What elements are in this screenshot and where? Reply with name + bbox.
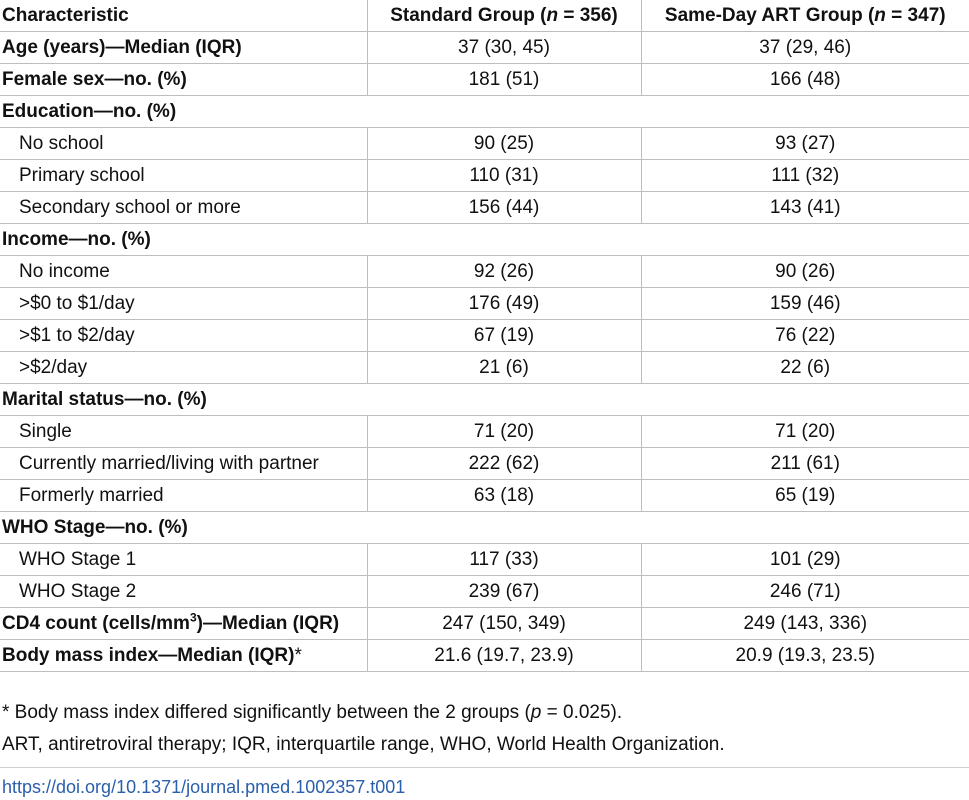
cell-standard: 117 (33) [367,544,641,576]
cell-standard: 181 (51) [367,64,641,96]
row-label-bmi: Body mass index—Median (IQR)* [0,640,367,672]
cell-standard: 239 (67) [367,576,641,608]
cell-standard: 156 (44) [367,192,641,224]
row-label-no-school: No school [0,128,367,160]
cell-sameday: 37 (29, 46) [641,32,969,64]
table-header-row [0,0,969,32]
footnote-marker: * [294,644,302,666]
row-label-income-1-2: >$1 to $2/day [0,320,367,352]
cell-standard: 222 (62) [367,448,641,480]
cell-standard: 37 (30, 45) [367,32,641,64]
table-row [0,352,969,384]
table-row [0,448,969,480]
cell-sameday: 93 (27) [641,128,969,160]
table-row [0,320,969,352]
cell-sameday: 249 (143, 336) [641,608,969,640]
cell-sameday: 90 (26) [641,256,969,288]
table-row [0,128,969,160]
section-row [0,512,969,544]
cell-standard: 176 (49) [367,288,641,320]
cell-sameday: 20.9 (19.3, 23.5) [641,640,969,672]
table-row [0,608,969,640]
row-label-primary-school: Primary school [0,160,367,192]
cell-sameday: 111 (32) [641,160,969,192]
section-income: Income—no. (%) [0,224,969,256]
row-label-no-income: No income [0,256,367,288]
cell-sameday: 159 (46) [641,288,969,320]
row-label-who-stage-2: WHO Stage 2 [0,576,367,608]
row-label-female: Female sex—no. (%) [0,64,367,96]
footnote-bmi: * Body mass index differed significantly between the 2 groups (p = 0.025). [2,702,623,723]
section-row [0,96,969,128]
table-row [0,416,969,448]
row-label-income-0-1: >$0 to $1/day [0,288,367,320]
cell-standard: 247 (150, 349) [367,608,641,640]
table-row [0,480,969,512]
table-row [0,544,969,576]
table-row [0,64,969,96]
cell-sameday: 65 (19) [641,480,969,512]
row-label-single: Single [0,416,367,448]
cell-sameday: 22 (6) [641,352,969,384]
row-label-currently-married: Currently married/living with partner [0,448,367,480]
section-education: Education—no. (%) [0,96,969,128]
cell-sameday: 143 (41) [641,192,969,224]
footnote-abbreviations: ART, antiretroviral therapy; IQR, interquartile range, WHO, World Health Organization. [2,734,725,755]
cell-sameday: 71 (20) [641,416,969,448]
cell-standard: 110 (31) [367,160,641,192]
table-row [0,288,969,320]
cell-standard: 21 (6) [367,352,641,384]
section-row [0,384,969,416]
row-label-secondary-school: Secondary school or more [0,192,367,224]
cell-standard: 71 (20) [367,416,641,448]
cell-sameday: 76 (22) [641,320,969,352]
row-label-age: Age (years)—Median (IQR) [0,32,367,64]
cell-standard: 63 (18) [367,480,641,512]
table-row [0,256,969,288]
cell-standard: 90 (25) [367,128,641,160]
cell-sameday: 101 (29) [641,544,969,576]
doi-link[interactable]: https://doi.org/10.1371/journal.pmed.1002357.t001 [2,777,406,797]
header-standard-group: Standard Group (n = 356) [367,0,641,32]
section-row [0,224,969,256]
cell-standard: 21.6 (19.7, 23.9) [367,640,641,672]
table-row [0,192,969,224]
cell-sameday: 211 (61) [641,448,969,480]
row-label-income-2: >$2/day [0,352,367,384]
header-sameday-group: Same-Day ART Group (n = 347) [641,0,969,32]
row-label-formerly-married: Formerly married [0,480,367,512]
header-characteristic: Characteristic [0,0,367,32]
cell-standard: 92 (26) [367,256,641,288]
table-row [0,640,969,672]
section-who-stage: WHO Stage—no. (%) [0,512,969,544]
divider [0,767,969,768]
cell-standard: 67 (19) [367,320,641,352]
table-row [0,576,969,608]
section-marital-status: Marital status—no. (%) [0,384,969,416]
row-label-cd4-count: CD4 count $(cells/mm^3)—Median$ (IQR) [0,608,367,640]
cell-sameday: 246 (71) [641,576,969,608]
table-row [0,32,969,64]
row-label-who-stage-1: WHO Stage 1 [0,544,367,576]
cell-sameday: 166 (48) [641,64,969,96]
table-row [0,160,969,192]
